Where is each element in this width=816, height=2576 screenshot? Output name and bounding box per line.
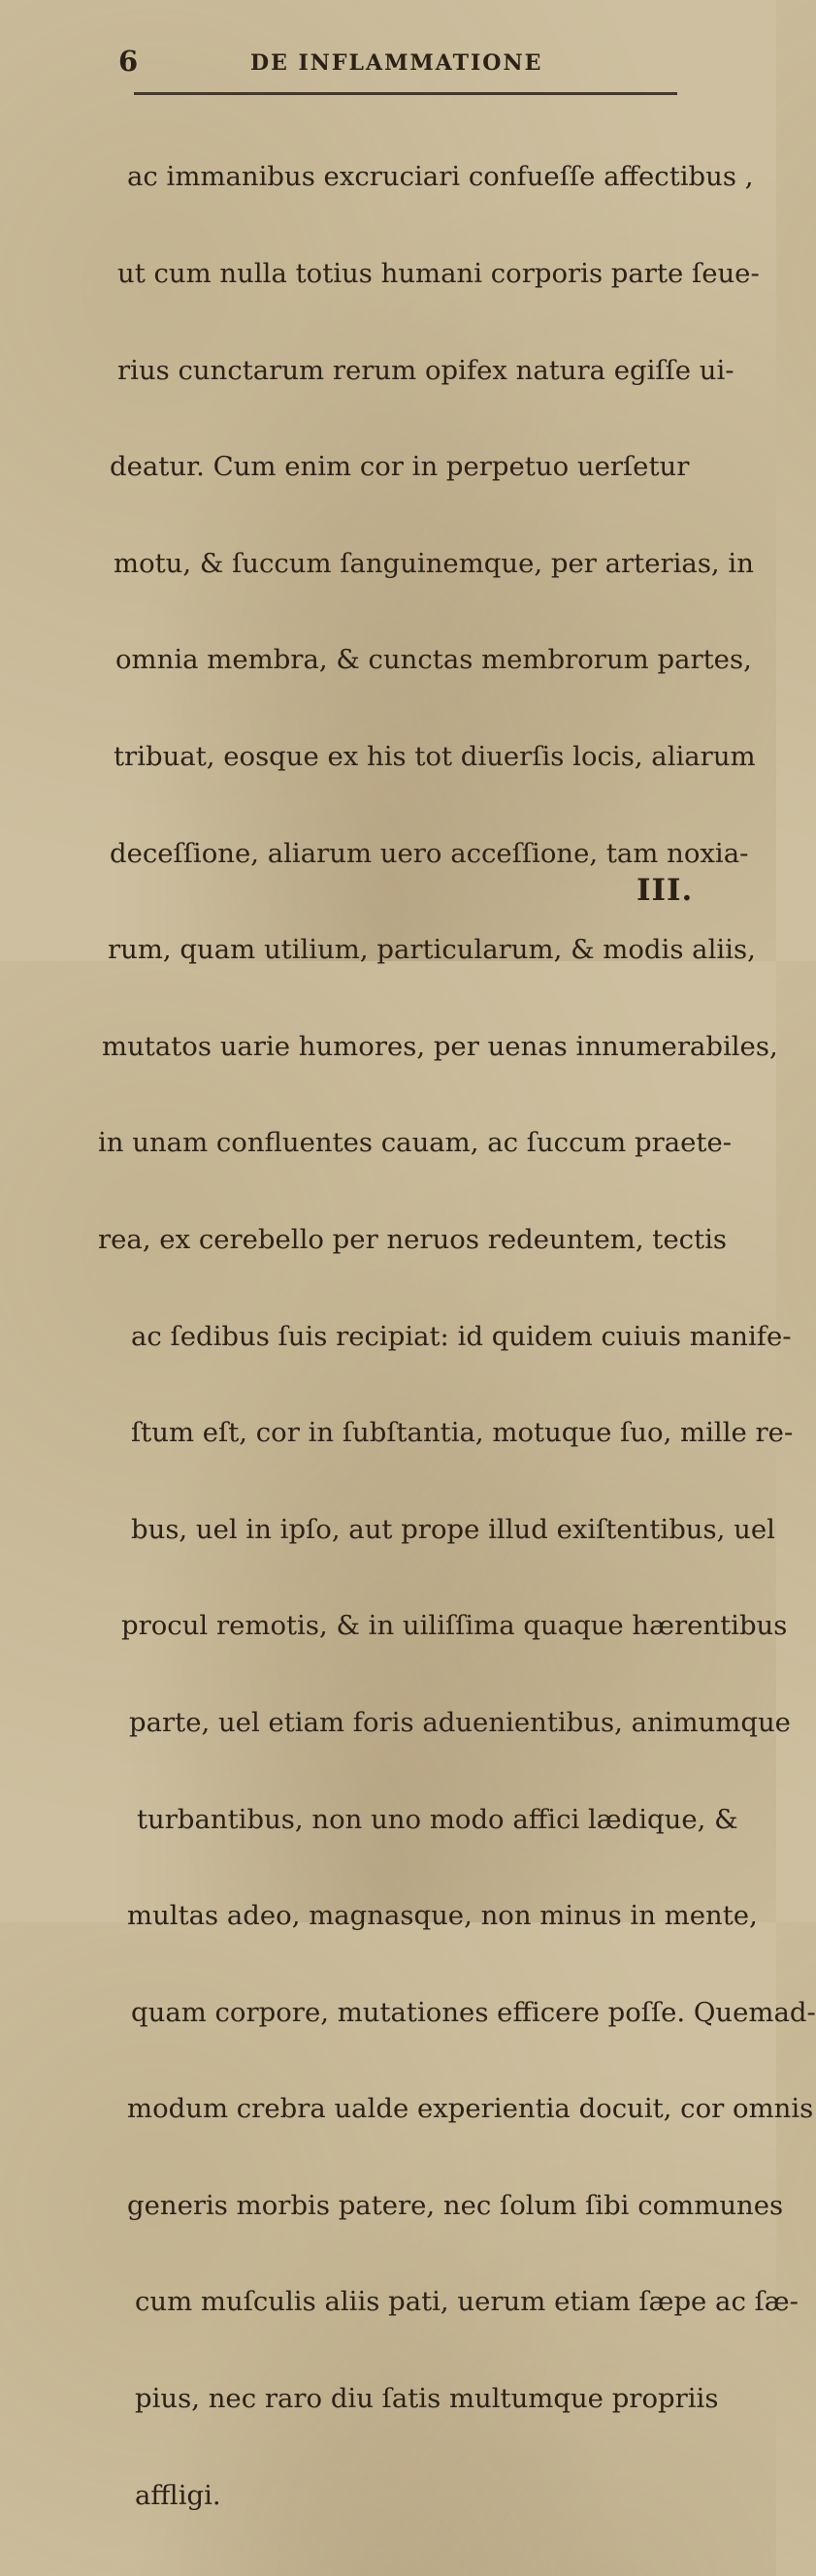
- text-line: quam corpore, mutationes efficere poſſe. Quemad-: [131, 1996, 816, 2028]
- text-line: bus, uel in ipſo, aut prope illud exiſtentibus, uel: [131, 1513, 775, 1545]
- text-line: tribuat, eosque ex his tot diuerſis locis, aliarum: [114, 740, 756, 772]
- text-line: mutatos uarie humores, per uenas innumerabiles,: [102, 1030, 778, 1062]
- header-rule: [134, 92, 677, 95]
- text-line: modum crebra ualde experientia docuit, cor omnis: [127, 2093, 814, 2125]
- text-line: ac ſedibus ſuis recipiat: id quidem cuiuis manife-: [131, 1320, 792, 1352]
- text-line: ac immanibus excruciari confueſſe affectibus ,: [127, 161, 754, 193]
- text-line: multas adeo, magnasque, non minus in mente,: [127, 1900, 758, 1932]
- text-line: rea, ex cerebello per neruos redeuntem, tectis: [98, 1223, 727, 1255]
- text-line: deceſſione, aliarum uero acceſſione, tam noxia-: [110, 837, 749, 869]
- text-line: parte, uel etiam foris aduenientibus, animumque: [129, 1706, 791, 1738]
- text-line: rius cunctarum rerum opifex natura egiſſe ui-: [117, 354, 734, 386]
- text-line: pius, nec raro diu ſatis multumque propriis: [135, 2383, 719, 2415]
- text-line: in unam confluentes cauam, ac ſuccum praete-: [98, 1127, 733, 1159]
- text-line: turbantibus, non uno modo affici lædique, &: [137, 1803, 738, 1835]
- text-line: ſtum eſt, cor in ſubſtantia, motuque ſuo, mille re-: [131, 1417, 794, 1449]
- text-line: motu, & ſuccum ſanguinemque, per arterias, in: [114, 547, 754, 579]
- text-line: cum muſculis aliis pati, uerum etiam ſæpe ac ſæ-: [135, 2286, 799, 2318]
- text-line: rum, quam utilium, particularum, & modis aliis,: [108, 934, 756, 966]
- text-line: deatur. Cum enim cor in perpetuo uerſetur: [110, 451, 690, 483]
- catchword: III.: [636, 873, 694, 908]
- text-line: ut cum nulla totius humani corporis parte ſeue-: [117, 258, 760, 289]
- text-line: generis morbis patere, nec ſolum ſibi communes: [127, 2189, 784, 2221]
- text-line: procul remotis, & in uiliſſima quaque hærentibus: [121, 1610, 788, 1642]
- running-title: DE INFLAMMATIONE: [250, 50, 543, 76]
- text-line: omnia membra, & cunctas membrorum partes,: [115, 644, 752, 676]
- page-number: 6: [118, 45, 140, 78]
- page-header: [0, 45, 776, 83]
- text-line: affligi.: [135, 2479, 221, 2511]
- body-text: [92, 97, 816, 2576]
